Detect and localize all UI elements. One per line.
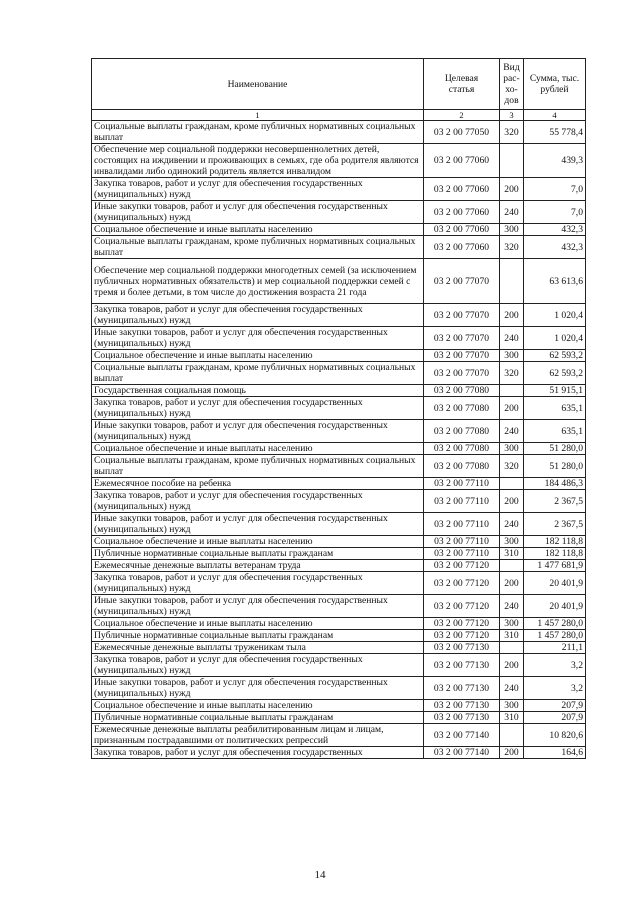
row-sum-cell: 62 593,2 <box>524 362 586 385</box>
table-row <box>92 712 586 724</box>
table-row <box>92 724 586 747</box>
row-name-cell: Социальное обеспечение и иные выплаты населению <box>92 350 424 362</box>
row-sum-cell: 432,3 <box>524 224 586 236</box>
column-numbers-row <box>92 110 586 121</box>
row-sum-cell: 7,0 <box>524 201 586 224</box>
row-code-cell: 03 2 00 77060 <box>424 224 500 236</box>
row-sum-cell: 1 020,4 <box>524 327 586 350</box>
table-row <box>92 490 586 513</box>
table-row <box>92 224 586 236</box>
row-sum-cell: 1 020,4 <box>524 304 586 327</box>
row-name-cell: Публичные нормативные социальные выплаты гражданам <box>92 712 424 724</box>
table-row <box>92 677 586 700</box>
row-vid-cell: 240 <box>500 513 524 536</box>
row-sum-cell: 2 367,5 <box>524 513 586 536</box>
row-sum-cell: 432,3 <box>524 236 586 259</box>
row-sum-cell: 63 613,6 <box>524 259 586 304</box>
row-vid-cell: 240 <box>500 677 524 700</box>
table-row <box>92 455 586 478</box>
table-row <box>92 536 586 548</box>
row-code-cell: 03 2 00 77130 <box>424 654 500 677</box>
row-code-cell: 03 2 00 77050 <box>424 121 500 144</box>
table-row <box>92 595 586 618</box>
budget-table <box>91 58 586 759</box>
row-vid-cell: 240 <box>500 420 524 443</box>
header-code: Целевая статья <box>424 59 500 110</box>
row-vid-cell: 200 <box>500 397 524 420</box>
row-vid-cell: 200 <box>500 178 524 201</box>
column-number: 3 <box>500 110 524 121</box>
table-row <box>92 443 586 455</box>
row-sum-cell: 51 280,0 <box>524 443 586 455</box>
row-vid-cell: 320 <box>500 236 524 259</box>
header-name: Наименование <box>92 59 424 110</box>
row-sum-cell: 55 778,4 <box>524 121 586 144</box>
row-sum-cell: 2 367,5 <box>524 490 586 513</box>
row-sum-cell: 164,6 <box>524 747 586 759</box>
table-row <box>92 478 586 490</box>
row-vid-cell: 320 <box>500 121 524 144</box>
table-row <box>92 121 586 144</box>
row-vid-cell: 300 <box>500 443 524 455</box>
table-body <box>92 121 586 759</box>
row-sum-cell: 51 915,1 <box>524 385 586 397</box>
row-name-cell: Социальное обеспечение и иные выплаты населению <box>92 536 424 548</box>
row-name-cell: Иные закупки товаров, работ и услуг для обеспечения государственных (муниципальных) нужд <box>92 327 424 350</box>
row-code-cell: 03 2 00 77080 <box>424 385 500 397</box>
row-name-cell: Социальное обеспечение и иные выплаты населению <box>92 443 424 455</box>
row-code-cell: 03 2 00 77060 <box>424 144 500 178</box>
row-vid-cell: 200 <box>500 490 524 513</box>
row-code-cell: 03 2 00 77130 <box>424 677 500 700</box>
row-sum-cell: 182 118,8 <box>524 548 586 560</box>
row-code-cell: 03 2 00 77120 <box>424 572 500 595</box>
table-row <box>92 700 586 712</box>
table-row <box>92 642 586 654</box>
row-vid-cell: 300 <box>500 700 524 712</box>
row-sum-cell: 439,3 <box>524 144 586 178</box>
row-code-cell: 03 2 00 77140 <box>424 747 500 759</box>
row-name-cell: Закупка товаров, работ и услуг для обеспечения государственных (муниципальных) нужд <box>92 490 424 513</box>
row-sum-cell: 3,2 <box>524 654 586 677</box>
table-row <box>92 654 586 677</box>
row-vid-cell: 310 <box>500 630 524 642</box>
row-name-cell: Иные закупки товаров, работ и услуг для обеспечения государственных (муниципальных) нужд <box>92 201 424 224</box>
row-vid-cell: 320 <box>500 455 524 478</box>
table-row <box>92 747 586 759</box>
row-name-cell: Закупка товаров, работ и услуг для обеспечения государственных (муниципальных) нужд <box>92 654 424 677</box>
row-vid-cell <box>500 642 524 654</box>
row-vid-cell: 200 <box>500 304 524 327</box>
row-name-cell: Социальные выплаты гражданам, кроме публичных нормативных социальных выплат <box>92 455 424 478</box>
row-sum-cell: 62 593,2 <box>524 350 586 362</box>
table-row <box>92 350 586 362</box>
row-name-cell: Обеспечение мер социальной поддержки многодетных семей (за исключением публичных нормативных обязательств) и мер социальной поддержки семей с тремя и более детьми, в том числе до достижения возраста 21 года <box>92 259 424 304</box>
row-code-cell: 03 2 00 77120 <box>424 630 500 642</box>
row-sum-cell: 211,1 <box>524 642 586 654</box>
table-row <box>92 420 586 443</box>
row-sum-cell: 207,9 <box>524 700 586 712</box>
row-sum-cell: 184 486,3 <box>524 478 586 490</box>
row-code-cell: 03 2 00 77060 <box>424 178 500 201</box>
row-name-cell: Публичные нормативные социальные выплаты гражданам <box>92 630 424 642</box>
row-code-cell: 03 2 00 77110 <box>424 536 500 548</box>
table-row <box>92 397 586 420</box>
table-row <box>92 385 586 397</box>
row-vid-cell: 300 <box>500 618 524 630</box>
row-code-cell: 03 2 00 77140 <box>424 724 500 747</box>
table-row <box>92 618 586 630</box>
table-row <box>92 201 586 224</box>
row-vid-cell: 320 <box>500 362 524 385</box>
row-name-cell: Социальные выплаты гражданам, кроме публичных нормативных социальных выплат <box>92 362 424 385</box>
row-sum-cell: 7,0 <box>524 178 586 201</box>
row-code-cell: 03 2 00 77110 <box>424 548 500 560</box>
row-code-cell: 03 2 00 77070 <box>424 350 500 362</box>
row-vid-cell: 310 <box>500 548 524 560</box>
row-vid-cell: 300 <box>500 224 524 236</box>
row-code-cell: 03 2 00 77130 <box>424 712 500 724</box>
table-row <box>92 144 586 178</box>
row-name-cell: Иные закупки товаров, работ и услуг для обеспечения государственных (муниципальных) нужд <box>92 677 424 700</box>
table-row <box>92 362 586 385</box>
row-code-cell: 03 2 00 77070 <box>424 327 500 350</box>
row-sum-cell: 182 118,8 <box>524 536 586 548</box>
row-name-cell: Закупка товаров, работ и услуг для обеспечения государственных <box>92 747 424 759</box>
row-code-cell: 03 2 00 77070 <box>424 259 500 304</box>
row-code-cell: 03 2 00 77130 <box>424 700 500 712</box>
row-code-cell: 03 2 00 77080 <box>424 455 500 478</box>
row-name-cell: Иные закупки товаров, работ и услуг для обеспечения государственных (муниципальных) нужд <box>92 513 424 536</box>
row-name-cell: Социальное обеспечение и иные выплаты населению <box>92 700 424 712</box>
row-code-cell: 03 2 00 77120 <box>424 595 500 618</box>
row-vid-cell: 240 <box>500 201 524 224</box>
row-vid-cell <box>500 478 524 490</box>
row-code-cell: 03 2 00 77110 <box>424 490 500 513</box>
row-vid-cell: 200 <box>500 747 524 759</box>
row-name-cell: Ежемесячные денежные выплаты труженикам тыла <box>92 642 424 654</box>
row-name-cell: Закупка товаров, работ и услуг для обеспечения государственных (муниципальных) нужд <box>92 178 424 201</box>
row-vid-cell: 300 <box>500 350 524 362</box>
row-sum-cell: 1 457 280,0 <box>524 630 586 642</box>
row-sum-cell: 20 401,9 <box>524 572 586 595</box>
row-vid-cell <box>500 259 524 304</box>
page-number: 14 <box>314 869 326 881</box>
table-row <box>92 548 586 560</box>
column-number: 2 <box>424 110 500 121</box>
table-row <box>92 560 586 572</box>
row-code-cell: 03 2 00 77130 <box>424 642 500 654</box>
table-row <box>92 178 586 201</box>
row-name-cell: Социальное обеспечение и иные выплаты населению <box>92 224 424 236</box>
row-sum-cell: 635,1 <box>524 420 586 443</box>
row-sum-cell: 207,9 <box>524 712 586 724</box>
row-name-cell: Государственная социальная помощь <box>92 385 424 397</box>
row-name-cell: Закупка товаров, работ и услуг для обеспечения государственных (муниципальных) нужд <box>92 397 424 420</box>
row-name-cell: Ежемесячные денежные выплаты реабилитированным лицам и лицам, признанным пострадавшими от политических репрессий <box>92 724 424 747</box>
row-sum-cell: 20 401,9 <box>524 595 586 618</box>
row-code-cell: 03 2 00 77110 <box>424 513 500 536</box>
row-name-cell: Социальные выплаты гражданам, кроме публичных нормативных социальных выплат <box>92 236 424 259</box>
row-vid-cell: 200 <box>500 572 524 595</box>
table-row <box>92 630 586 642</box>
column-number: 1 <box>92 110 424 121</box>
row-vid-cell: 300 <box>500 536 524 548</box>
row-name-cell: Иные закупки товаров, работ и услуг для обеспечения государственных (муниципальных) нужд <box>92 595 424 618</box>
table-row <box>92 259 586 304</box>
row-name-cell: Обеспечение мер социальной поддержки несовершеннолетних детей, состоящих на иждивении и проживающих в семьях, где оба родителя являются инвалидами либо одинокий родитель является инвалидом <box>92 144 424 178</box>
row-code-cell: 03 2 00 77080 <box>424 420 500 443</box>
header-vid: Вид рас-хо-дов <box>500 59 524 110</box>
table-row <box>92 304 586 327</box>
row-vid-cell <box>500 560 524 572</box>
row-name-cell: Социальное обеспечение и иные выплаты населению <box>92 618 424 630</box>
row-code-cell: 03 2 00 77110 <box>424 478 500 490</box>
row-vid-cell <box>500 724 524 747</box>
table-header-row <box>92 59 586 110</box>
row-sum-cell: 3,2 <box>524 677 586 700</box>
row-name-cell: Закупка товаров, работ и услуг для обеспечения государственных (муниципальных) нужд <box>92 572 424 595</box>
row-vid-cell: 310 <box>500 712 524 724</box>
row-code-cell: 03 2 00 77120 <box>424 560 500 572</box>
table-row <box>92 236 586 259</box>
row-vid-cell: 240 <box>500 595 524 618</box>
row-vid-cell <box>500 385 524 397</box>
row-sum-cell: 635,1 <box>524 397 586 420</box>
row-name-cell: Закупка товаров, работ и услуг для обеспечения государственных (муниципальных) нужд <box>92 304 424 327</box>
row-code-cell: 03 2 00 77120 <box>424 618 500 630</box>
row-vid-cell: 200 <box>500 654 524 677</box>
header-sum: Сумма, тыс. рублей <box>524 59 586 110</box>
row-code-cell: 03 2 00 77080 <box>424 443 500 455</box>
row-code-cell: 03 2 00 77070 <box>424 362 500 385</box>
row-name-cell: Публичные нормативные социальные выплаты гражданам <box>92 548 424 560</box>
row-name-cell: Социальные выплаты гражданам, кроме публичных нормативных социальных выплат <box>92 121 424 144</box>
row-sum-cell: 1 457 280,0 <box>524 618 586 630</box>
row-vid-cell: 240 <box>500 327 524 350</box>
row-code-cell: 03 2 00 77060 <box>424 201 500 224</box>
row-sum-cell: 10 820,6 <box>524 724 586 747</box>
row-vid-cell <box>500 144 524 178</box>
row-code-cell: 03 2 00 77070 <box>424 304 500 327</box>
row-name-cell: Ежемесячное пособие на ребенка <box>92 478 424 490</box>
row-code-cell: 03 2 00 77080 <box>424 397 500 420</box>
row-sum-cell: 51 280,0 <box>524 455 586 478</box>
table-row <box>92 513 586 536</box>
row-sum-cell: 1 477 681,9 <box>524 560 586 572</box>
row-name-cell: Иные закупки товаров, работ и услуг для обеспечения государственных (муниципальных) нужд <box>92 420 424 443</box>
row-code-cell: 03 2 00 77060 <box>424 236 500 259</box>
column-number: 4 <box>524 110 586 121</box>
row-name-cell: Ежемесячные денежные выплаты ветеранам труда <box>92 560 424 572</box>
table-row <box>92 327 586 350</box>
table-row <box>92 572 586 595</box>
